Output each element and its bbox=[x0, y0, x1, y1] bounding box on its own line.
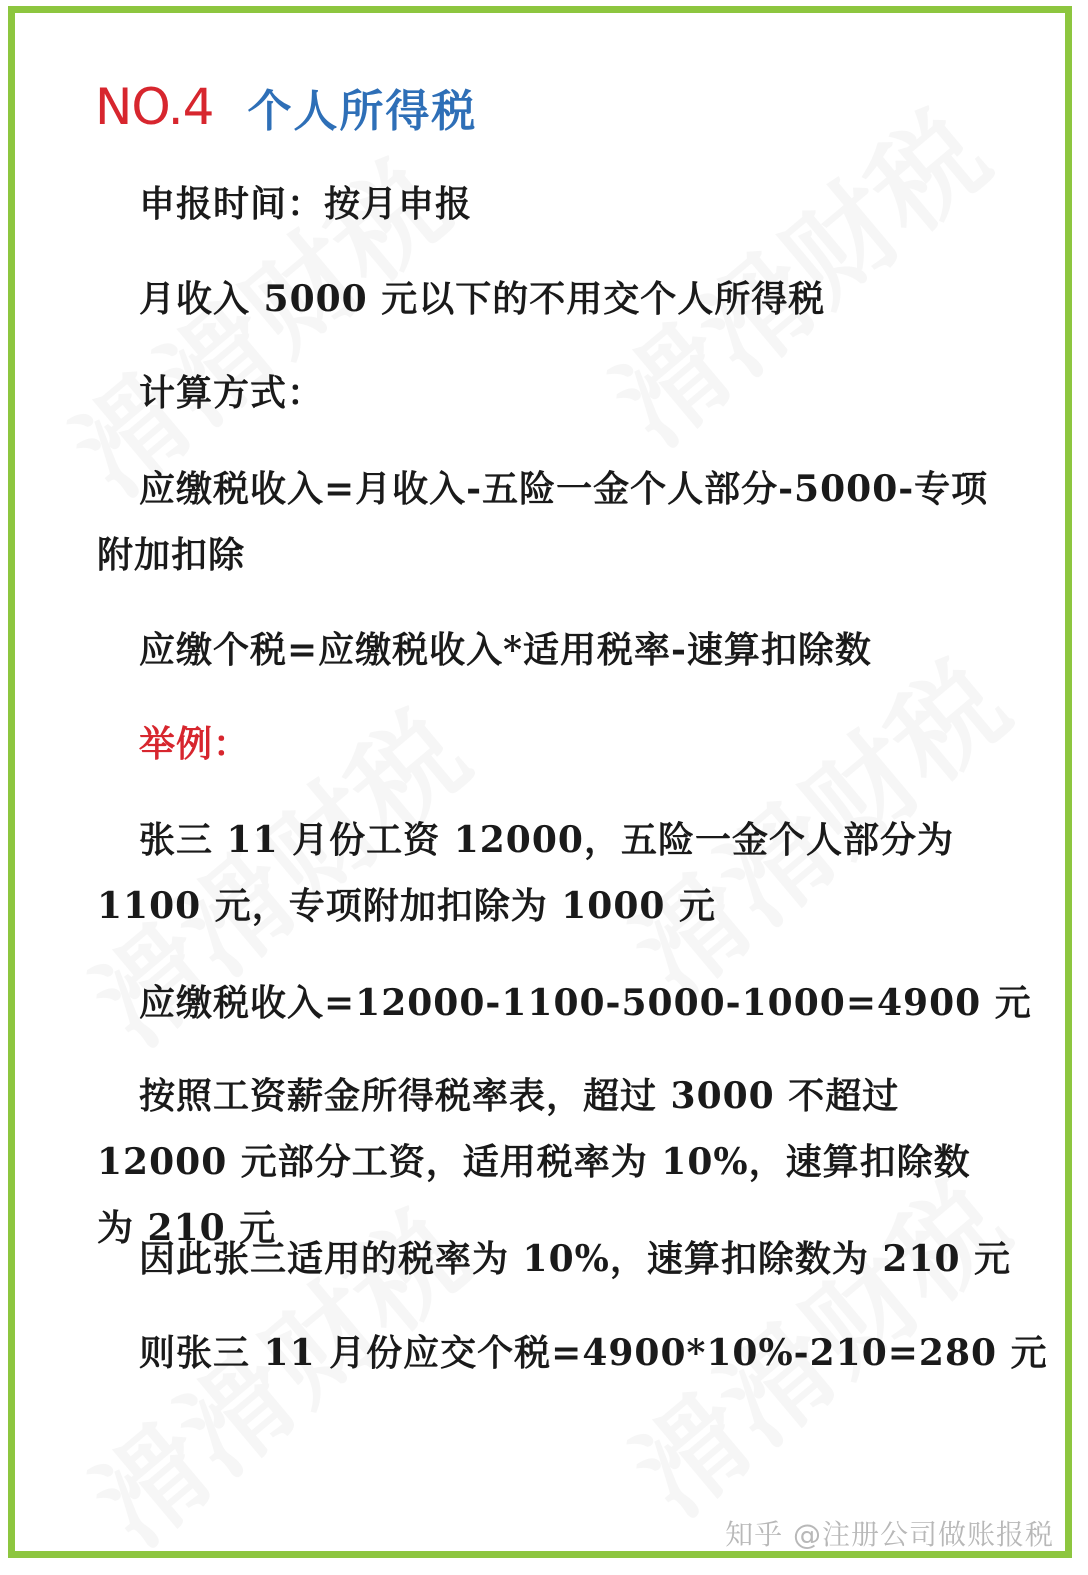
section-heading bbox=[95, 75, 477, 139]
declaration-time: 申报时间：按月申报 bbox=[139, 183, 473, 225]
section-number: NO.4 bbox=[95, 78, 214, 136]
taxable-income-formula: 应缴税收入=月收入-五险一金个人部分-5000-专项附加扣除 bbox=[97, 468, 989, 576]
section-title: 个人所得税 bbox=[247, 86, 478, 137]
example-result: 则张三 11 月份应交个税=4900*10%-210=280 元 bbox=[139, 1332, 1048, 1374]
zhihu-attribution: 知乎 @注册公司做账报税 bbox=[725, 1518, 1054, 1551]
example-label: 举例： bbox=[139, 723, 251, 765]
example-tax-bracket: 按照工资薪金所得税率表，超过 3000 不超过 12000 元部分工资，适用税率为 10%，速算扣除数为 210 元 bbox=[97, 1075, 971, 1249]
tax-formula: 应缴个税=应缴税收入*适用税率-速算扣除数 bbox=[139, 629, 872, 671]
example-salary: 张三 11 月份工资 12000，五险一金个人部分为 1100 元，专项附加扣除为 1000 元 bbox=[97, 819, 954, 927]
calculation-label: 计算方式： bbox=[139, 372, 325, 414]
tax-threshold: 月收入 5000 元以下的不用交个人所得税 bbox=[139, 278, 826, 320]
example-rate: 因此张三适用的税率为 10%，速算扣除数为 210 元 bbox=[139, 1238, 1012, 1280]
page-frame bbox=[8, 6, 1072, 1558]
example-taxable-income: 应缴税收入=12000-1100-5000-1000=4900 元 bbox=[139, 982, 1032, 1024]
